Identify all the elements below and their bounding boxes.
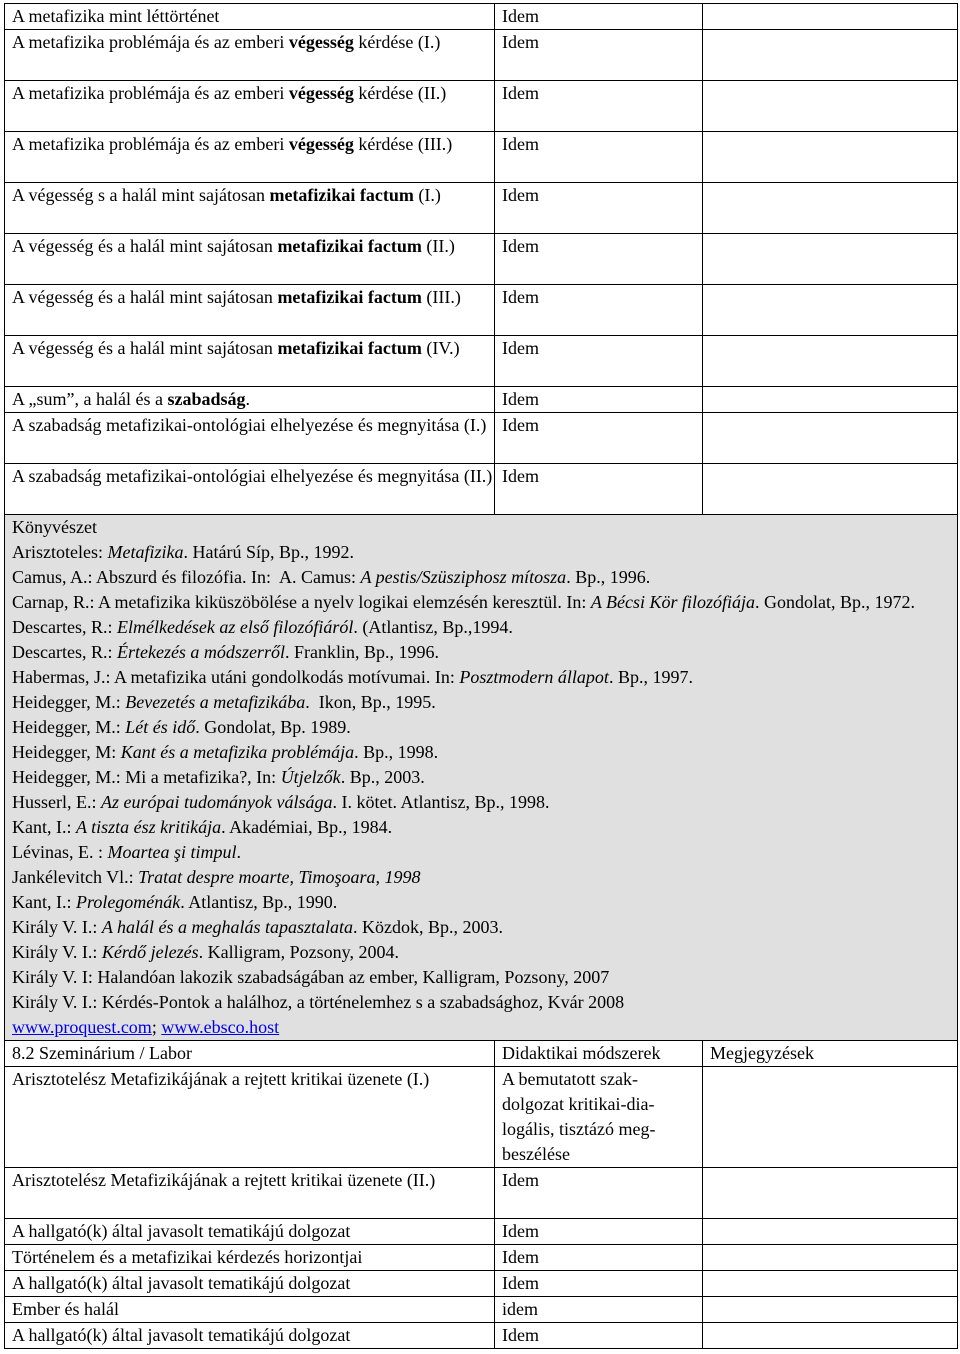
bib-entry: Camus, A.: Abszurd és filozófia. In: A. Camus: A pestis/Szüsziphosz mítosza. Bp., 1996. bbox=[12, 567, 651, 587]
seminar-note bbox=[703, 1219, 958, 1245]
seminar-title: Arisztotelész Metafizikájának a rejtett kritikai üzenete (I.) bbox=[5, 1067, 495, 1168]
seminar-method: Idem bbox=[495, 1271, 703, 1297]
topic-note bbox=[703, 464, 958, 515]
seminar-title: A hallgató(k) által javasolt tematikájú dolgozat bbox=[5, 1323, 495, 1349]
bib-links bbox=[12, 1015, 957, 1040]
seminar-method: A bemutatott szak- dolgozat kritikai-dia- logális, tisztázó meg- beszélése bbox=[495, 1067, 703, 1168]
bib-entry: Descartes, R.: Elmélkedések az első filozófiáról. (Atlantisz, Bp.,1994. bbox=[12, 617, 513, 637]
topic-method: Idem bbox=[495, 413, 703, 464]
link-separator: ; bbox=[151, 1017, 162, 1037]
seminar-header-row bbox=[5, 1041, 958, 1067]
table-row bbox=[5, 464, 958, 515]
topic-title: A szabadság metafizikai-ontológiai elhelyezése és megnyitása (II.) bbox=[5, 464, 495, 515]
topic-title: A végesség s a halál mint sajátosan metafizikai factum (I.) bbox=[5, 183, 495, 234]
topic-method: Idem bbox=[495, 464, 703, 515]
topic-note bbox=[703, 285, 958, 336]
topic-note bbox=[703, 183, 958, 234]
bib-entry: Heidegger, M.: Bevezetés a metafizikába. Ikon, Bp., 1995. bbox=[12, 692, 436, 712]
topic-title: A metafizika problémája és az emberi végesség kérdése (II.) bbox=[5, 81, 495, 132]
bibliography-heading: Könyvészet bbox=[12, 517, 97, 537]
topic-note bbox=[703, 81, 958, 132]
topic-method: Idem bbox=[495, 285, 703, 336]
table-row bbox=[5, 1067, 958, 1168]
seminar-title: Ember és halál bbox=[5, 1297, 495, 1323]
bib-entry: Heidegger, M: Kant és a metafizika problémája. Bp., 1998. bbox=[12, 742, 439, 762]
seminar-note bbox=[703, 1168, 958, 1219]
bib-entry: Király V. I.: A halál és a meghalás tapasztalata. Közdok, Bp., 2003. bbox=[12, 917, 504, 937]
topic-note bbox=[703, 234, 958, 285]
bib-entry: Király V. I: Halandóan lakozik szabadságában az ember, Kalligram, Pozsony, 2007 bbox=[12, 967, 610, 987]
table-row bbox=[5, 1323, 958, 1349]
link-ebsco[interactable]: www.ebsco.host bbox=[161, 1017, 280, 1037]
topic-note bbox=[703, 413, 958, 464]
table-row bbox=[5, 1271, 958, 1297]
table-row bbox=[5, 4, 958, 30]
topic-note bbox=[703, 387, 958, 413]
topic-method: Idem bbox=[495, 387, 703, 413]
topic-method: Idem bbox=[495, 336, 703, 387]
seminar-method: Idem bbox=[495, 1245, 703, 1271]
bib-entry: Kant, I.: A tiszta ész kritikája. Akadémiai, Bp., 1984. bbox=[12, 817, 393, 837]
seminar-header-topic: 8.2 Szeminárium / Labor bbox=[5, 1041, 495, 1067]
bibliography bbox=[5, 515, 958, 1041]
seminar-note bbox=[703, 1323, 958, 1349]
table-row bbox=[5, 387, 958, 413]
bib-entry: Heidegger, M.: Lét és idő. Gondolat, Bp. 1989. bbox=[12, 717, 351, 737]
table-row bbox=[5, 1297, 958, 1323]
table-row bbox=[5, 183, 958, 234]
topic-method: Idem bbox=[495, 183, 703, 234]
seminar-title: Történelem és a metafizikai kérdezés horizontjai bbox=[5, 1245, 495, 1271]
seminar-title: A hallgató(k) által javasolt tematikájú dolgozat bbox=[5, 1219, 495, 1245]
table-row bbox=[5, 81, 958, 132]
bib-entry: Carnap, R.: A metafizika kiküszöbölése a nyelv logikai elemzésén keresztül. In: A Bécsi Kör filozófiája. Gondolat, Bp., 1972. bbox=[12, 592, 915, 612]
seminar-method: Idem bbox=[495, 1219, 703, 1245]
bib-entry: Lévinas, E. : Moartea şi timpul. bbox=[12, 842, 241, 862]
topic-note bbox=[703, 30, 958, 81]
seminar-header-notes: Megjegyzések bbox=[703, 1041, 958, 1067]
bib-entry: Heidegger, M.: Mi a metafizika?, In: Útjelzők. Bp., 2003. bbox=[12, 767, 425, 787]
syllabus-table bbox=[4, 3, 958, 1349]
topic-note bbox=[703, 4, 958, 30]
seminar-header-method: Didaktikai módszerek bbox=[495, 1041, 703, 1067]
seminar-method: Idem bbox=[495, 1323, 703, 1349]
seminar-method: Idem bbox=[495, 1168, 703, 1219]
bib-entry: Kant, I.: Prolegoménák. Atlantisz, Bp., 1990. bbox=[12, 892, 338, 912]
topic-method: Idem bbox=[495, 30, 703, 81]
topic-note bbox=[703, 132, 958, 183]
seminar-note bbox=[703, 1245, 958, 1271]
bib-entry: Király V. I.: Kérdés-Pontok a halálhoz, a történelemhez s a szabadsághoz, Kvár 2008 bbox=[12, 992, 625, 1012]
topic-method: Idem bbox=[495, 81, 703, 132]
table-row bbox=[5, 132, 958, 183]
bib-entry: Descartes, R.: Értekezés a módszerről. Franklin, Bp., 1996. bbox=[12, 642, 439, 662]
topic-note bbox=[703, 336, 958, 387]
table-row bbox=[5, 285, 958, 336]
seminar-note bbox=[703, 1297, 958, 1323]
table-row bbox=[5, 1219, 958, 1245]
topic-title: A „sum”, a halál és a szabadság. bbox=[5, 387, 495, 413]
topic-title: A metafizika mint léttörténet bbox=[5, 4, 495, 30]
topic-title: A végesség és a halál mint sajátosan metafizikai factum (II.) bbox=[5, 234, 495, 285]
topic-method: Idem bbox=[495, 4, 703, 30]
table-row bbox=[5, 1168, 958, 1219]
bib-entry: Király V. I.: Kérdő jelezés. Kalligram, Pozsony, 2004. bbox=[12, 942, 399, 962]
bib-entry: Jankélevitch Vl.: Tratat despre moarte, Timoşoara, 1998 bbox=[12, 867, 421, 887]
table-row bbox=[5, 336, 958, 387]
seminar-method: idem bbox=[495, 1297, 703, 1323]
topic-method: Idem bbox=[495, 132, 703, 183]
topic-title: A metafizika problémája és az emberi végesség kérdése (I.) bbox=[5, 30, 495, 81]
bib-entry: Husserl, E.: Az európai tudományok válsága. I. kötet. Atlantisz, Bp., 1998. bbox=[12, 792, 550, 812]
bib-entry: Arisztoteles: Metafizika. Határú Síp, Bp., 1992. bbox=[12, 542, 354, 562]
seminar-note bbox=[703, 1271, 958, 1297]
topic-title: A végesség és a halál mint sajátosan metafizikai factum (III.) bbox=[5, 285, 495, 336]
bibliography-row bbox=[5, 515, 958, 1041]
topic-title: A szabadság metafizikai-ontológiai elhelyezése és megnyitása (I.) bbox=[5, 413, 495, 464]
seminar-title: Arisztotelész Metafizikájának a rejtett kritikai üzenete (II.) bbox=[5, 1168, 495, 1219]
seminar-note bbox=[703, 1067, 958, 1168]
topic-method: Idem bbox=[495, 234, 703, 285]
table-row bbox=[5, 30, 958, 81]
topic-title: A metafizika problémája és az emberi végesség kérdése (III.) bbox=[5, 132, 495, 183]
table-row bbox=[5, 413, 958, 464]
table-row bbox=[5, 234, 958, 285]
link-proquest[interactable]: www.proquest.com bbox=[12, 1017, 152, 1037]
table-row bbox=[5, 1245, 958, 1271]
bib-entry: Habermas, J.: A metafizika utáni gondolkodás motívumai. In: Posztmodern állapot. Bp., 1997. bbox=[12, 667, 693, 687]
topic-title: A végesség és a halál mint sajátosan metafizikai factum (IV.) bbox=[5, 336, 495, 387]
seminar-title: A hallgató(k) által javasolt tematikájú dolgozat bbox=[5, 1271, 495, 1297]
